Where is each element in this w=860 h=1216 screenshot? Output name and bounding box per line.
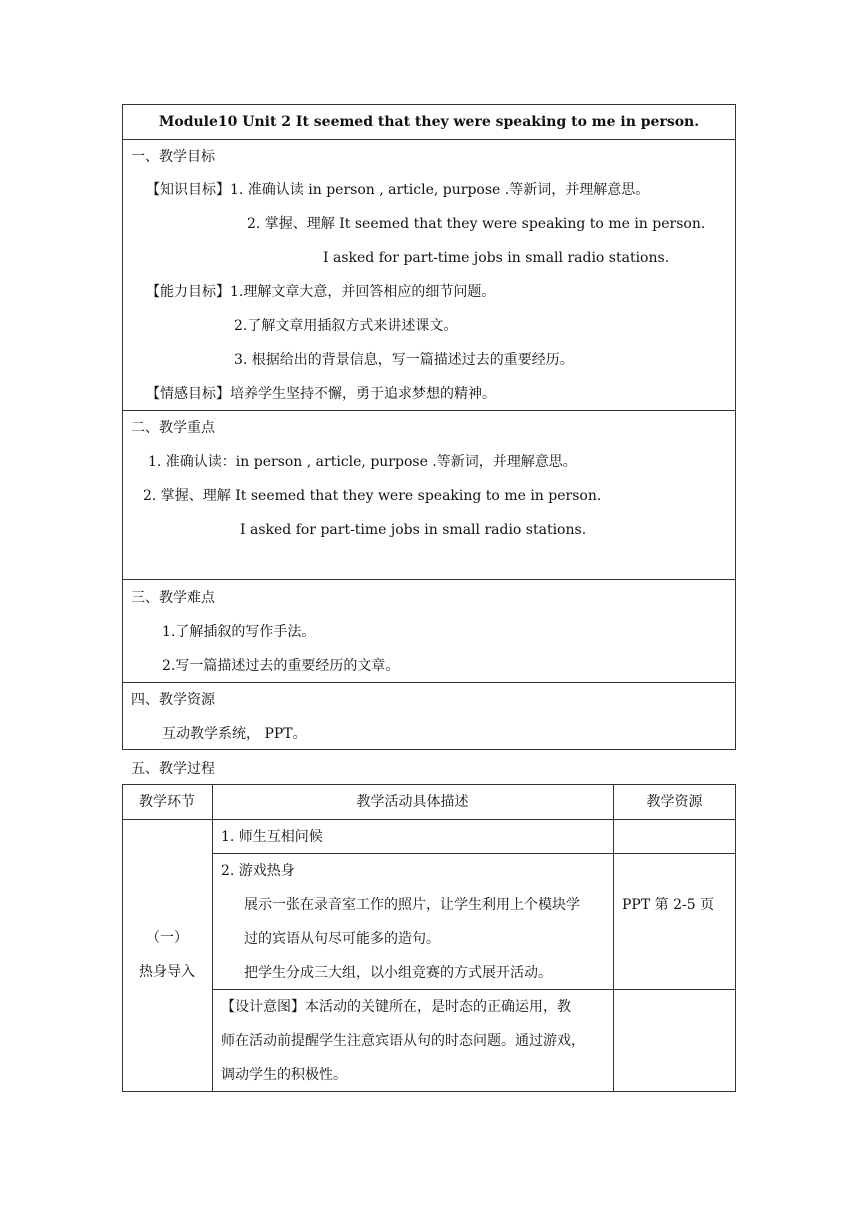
document-title: Module10 Unit 2 It seemed that they were speaking to me in person. (158, 114, 700, 130)
stage-name: 热身导入 (139, 964, 195, 980)
key-point-1: 1. 准确认读：in person , article, purpose .等新词，并理解意思。 (148, 454, 577, 470)
emotion-objective: 【情感目标】培养学生坚持不懈，勇于追求梦想的精神。 (146, 386, 496, 402)
row-divider (122, 819, 736, 820)
process-heading: 五、教学过程 (131, 761, 215, 777)
resources-heading: 四、教学资源 (131, 692, 215, 708)
row-divider (122, 579, 736, 580)
knowledge-objective-2: 2. 掌握、理解 It seemed that they were speaking to me in person. (247, 216, 706, 232)
activity-greeting: 1. 师生互相问候 (221, 829, 323, 845)
key-points-heading: 二、教学重点 (131, 420, 215, 436)
column-divider (613, 784, 614, 1092)
design-intent-line-2: 师在活动前提醒学生注意宾语从句的时态问题。通过游戏， (221, 1033, 585, 1049)
key-point-2: 2. 掌握、理解 It seemed that they were speaking to me in person. (143, 488, 602, 504)
row-divider (122, 139, 736, 140)
stage-number: （一） (146, 930, 188, 946)
difficulty-1: 1.了解插叙的写作手法。 (162, 624, 316, 640)
row-divider (212, 853, 736, 854)
row-divider (212, 989, 736, 990)
activity-game-line-1: 展示一张在录音室工作的照片，让学生利用上个模块学 (244, 897, 580, 913)
activity-game-resource: PPT 第 2-5 页 (622, 897, 715, 913)
header-stage: 教学环节 (139, 794, 195, 810)
difficulties-heading: 三、教学难点 (131, 590, 215, 606)
design-intent-line-3: 调动学生的积极性。 (221, 1067, 347, 1083)
activity-game-line-2: 过的宾语从句尽可能多的造句。 (244, 931, 440, 947)
activity-game-line-3: 把学生分成三大组，以小组竞赛的方式展开活动。 (244, 965, 552, 981)
objectives-heading: 一、教学目标 (131, 149, 215, 165)
row-divider (122, 682, 736, 683)
header-activity: 教学活动具体描述 (356, 794, 469, 810)
activity-game-title: 2. 游戏热身 (221, 863, 295, 879)
column-divider (212, 784, 213, 1092)
row-divider (122, 410, 736, 411)
resources-line: 互动教学系统， PPT。 (162, 726, 307, 742)
knowledge-objective-3: I asked for part-time jobs in small radio stations. (323, 250, 670, 266)
ability-objective-2: 2.了解文章用插叙方式来讲述课文。 (234, 318, 458, 334)
ability-objective-3: 3. 根据给出的背景信息，写一篇描述过去的重要经历。 (234, 352, 574, 368)
design-intent-line-1: 【设计意图】本活动的关键所在，是时态的正确运用，教 (221, 999, 571, 1015)
difficulty-2: 2.写一篇描述过去的重要经历的文章。 (162, 658, 400, 674)
key-point-3: I asked for part-time jobs in small radio stations. (240, 522, 587, 538)
ability-objective-1: 【能力目标】1.理解文章大意，并回答相应的细节问题。 (146, 284, 496, 300)
header-resource: 教学资源 (646, 794, 703, 810)
knowledge-objective-1: 【知识目标】1. 准确认读 in person , article, purpose .等新词，并理解意思。 (146, 182, 650, 198)
